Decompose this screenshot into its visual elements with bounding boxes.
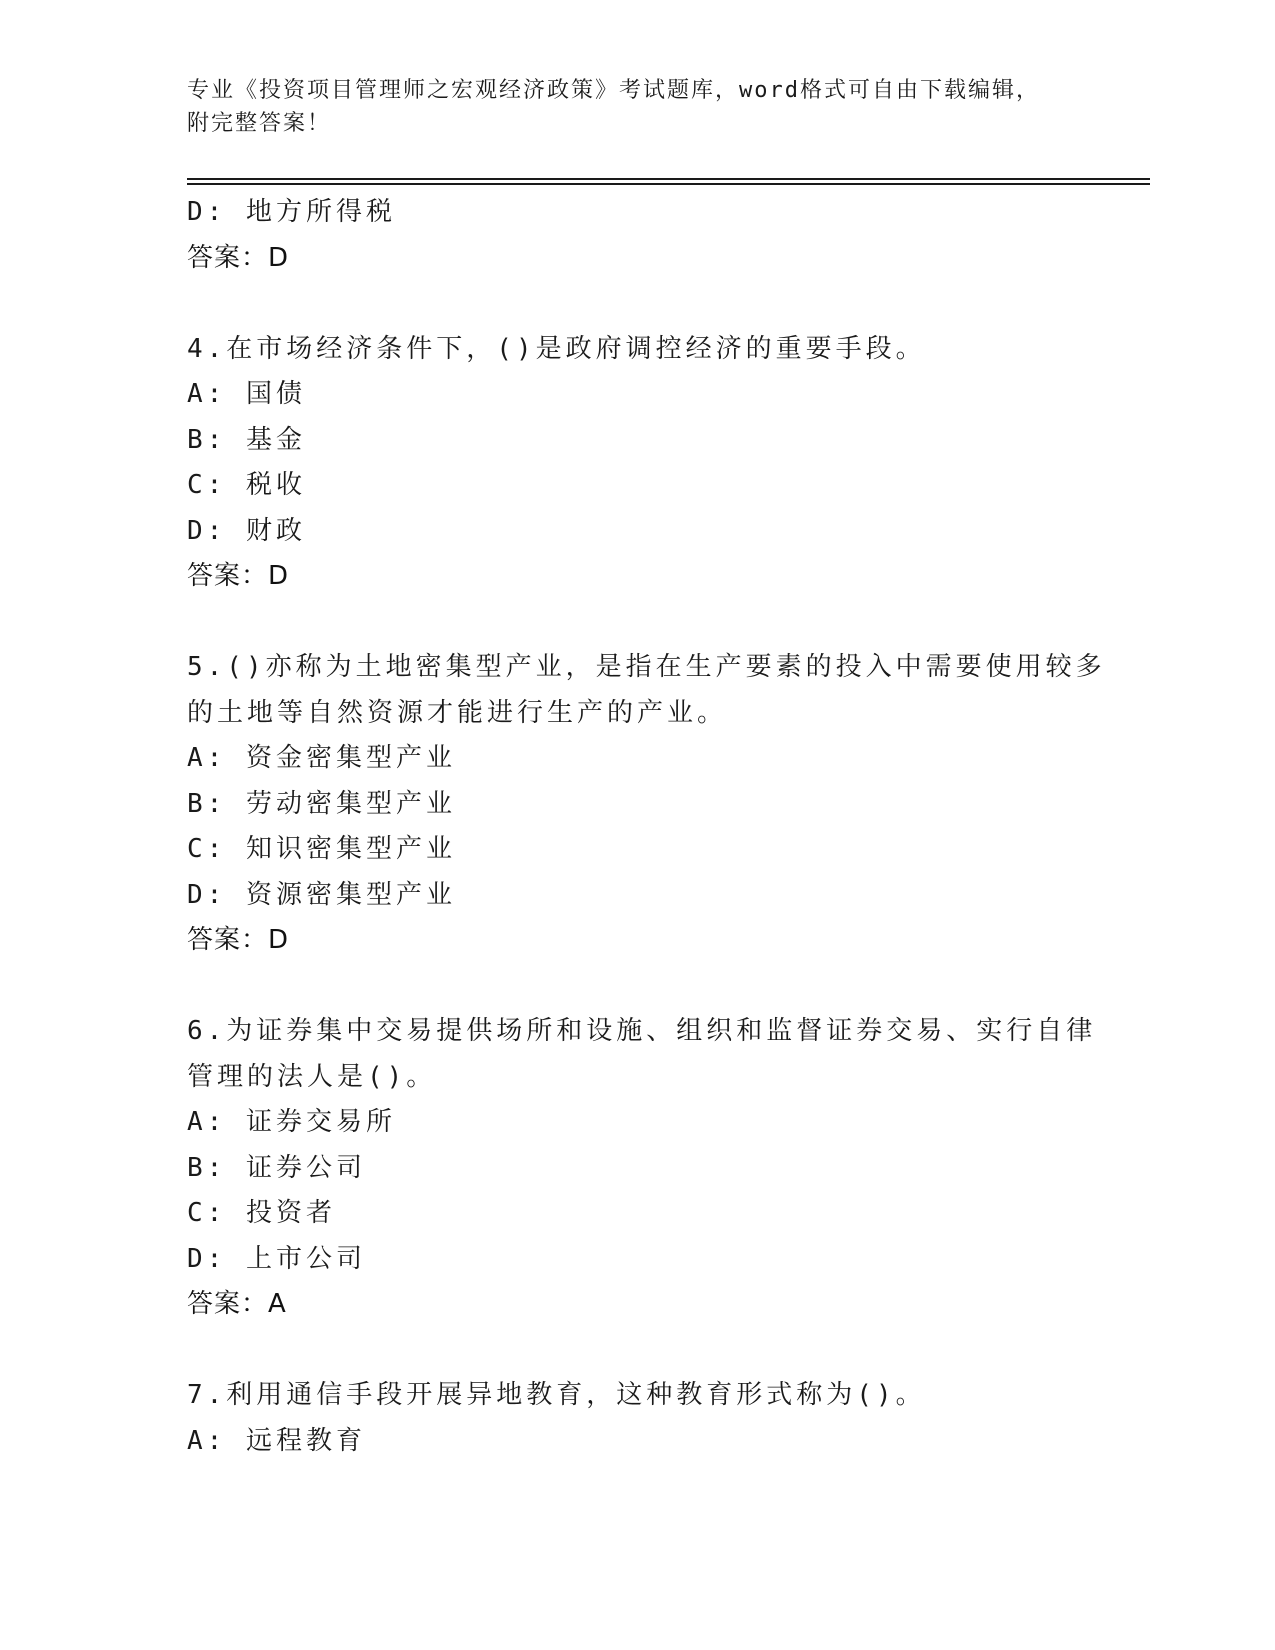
option-d: D: 地方所得税 [187,197,396,227]
option-a: A: 证券交易所 [187,1107,396,1137]
option-c: C: 投资者 [187,1198,336,1228]
option-d: D: 财政 [187,515,306,546]
question-text-line-2: 管理的法人是()。 [187,1061,437,1092]
question-7 [187,1373,1087,1464]
option-b: B: 劳动密集型产业 [187,788,456,819]
question-text-line-1: 6.为证券集中交易提供场所和设施、组织和监督证券交易、实行自律 [187,1016,1097,1046]
option-d: D: 资源密集型产业 [187,879,456,910]
option-c: C: 税收 [187,470,306,500]
option-a: A: 资金密集型产业 [187,743,456,773]
header-line-2: 附完整答案！ [187,111,332,136]
question-text-line-2: 的土地等自然资源才能进行生产的产业。 [187,697,728,728]
question-text-line-1: 5.()亦称为土地密集型产业，是指在生产要素的投入中需要使用较多 [187,652,1106,682]
question-text: 4.在市场经济条件下，()是政府调控经济的重要手段。 [187,333,926,364]
option-a: A: 远程教育 [187,1425,366,1456]
answer: 答案：D [187,561,290,591]
option-c: C: 知识密集型产业 [187,834,456,864]
option-d: D: 上市公司 [187,1243,366,1274]
question-text: 7.利用通信手段开展异地教育，这种教育形式称为()。 [187,1380,926,1410]
answer: 答案：A [187,1289,287,1319]
header-line-1: 专业《投资项目管理师之宏观经济政策》考试题库，word格式可自由下载编辑， [187,78,1040,103]
answer: 答案：D [187,925,290,955]
header-divider-top [187,178,1150,180]
option-b: B: 基金 [187,424,306,455]
question-4 [187,327,1087,600]
option-b: B: 证券公司 [187,1152,366,1183]
question-5 [187,645,1106,964]
answer: 答案：D [187,242,290,273]
question-3-tail [187,190,1087,281]
header-divider-bottom [187,183,1150,185]
document-header [187,74,1067,140]
option-a: A: 国债 [187,379,306,409]
question-6 [187,1009,1097,1328]
question-list [187,190,1106,1464]
